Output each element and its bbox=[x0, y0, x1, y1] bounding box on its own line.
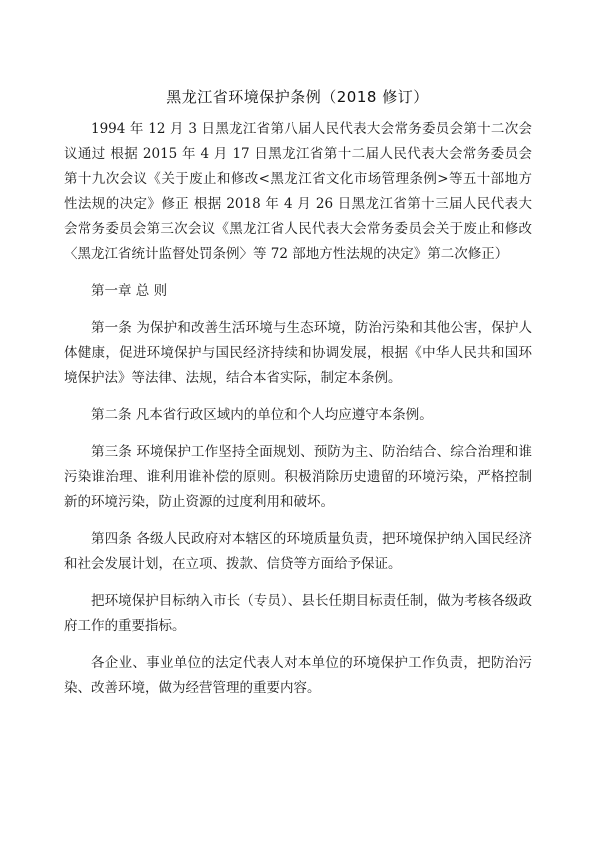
preamble-paragraph: 1994 年 12 月 3 日黑龙江省第八届人民代表大会常务委员会第十二次会议通过 根据 2015 年 4 月 17 日黑龙江省第十二届人民代表大会常务委员会第十九次会议《关于废止和修改<黑龙江省文化市场管理条例>等五十部地方性法规的决定》修正 根据 2018 年 4 月 26 日黑龙江省第十三届人民代表大会常务委员会第三次会议《黑龙江省人民代表大会常务委员会关于废止和修改〈黑龙江省统计监督处罚条例〉等 72 部地方性法规的决定》第二次修正） bbox=[64, 121, 532, 262]
article-4-clause-3-paragraph: 各企业、事业单位的法定代表人对本单位的环境保护工作负责，把防治污染、改善环境，做为经营管理的重要内容。 bbox=[64, 655, 532, 696]
chapter-heading: 第一章 总 则 bbox=[91, 283, 168, 299]
article-3-paragraph: 第三条 环境保护工作坚持全面规划、预防为主、防治结合、综合治理和谁污染谁治理、谁利用谁补偿的原则。积极消除历史遗留的环境污染，严格控制新的环境污染，防止资源的过度利用和破坏。 bbox=[64, 444, 532, 510]
document-body bbox=[64, 117, 532, 701]
document-title: 黑龙江省环境保护条例（2018 修订） bbox=[166, 88, 429, 106]
article-4-paragraph: 第四条 各级人民政府对本辖区的环境质量负责，把环境保护纳入国民经济和社会发展计划，在立项、拨款、信贷等方面给予保证。 bbox=[64, 531, 532, 572]
article-4-clause-2-paragraph: 把环境保护目标纳入市长（专员）、县长任期目标责任制，做为考核各级政府工作的重要指标。 bbox=[64, 593, 532, 634]
article-2-paragraph: 第二条 凡本省行政区域内的单位和个人均应遵守本条例。 bbox=[91, 407, 433, 423]
article-1-paragraph: 第一条 为保护和改善生活环境与生态环境，防治污染和其他公害，保护人体健康，促进环境保护与国民经济持续和协调发展，根据《中华人民共和国环境保护法》等法律、法规，结合本省实际，制定本条例。 bbox=[64, 320, 532, 386]
